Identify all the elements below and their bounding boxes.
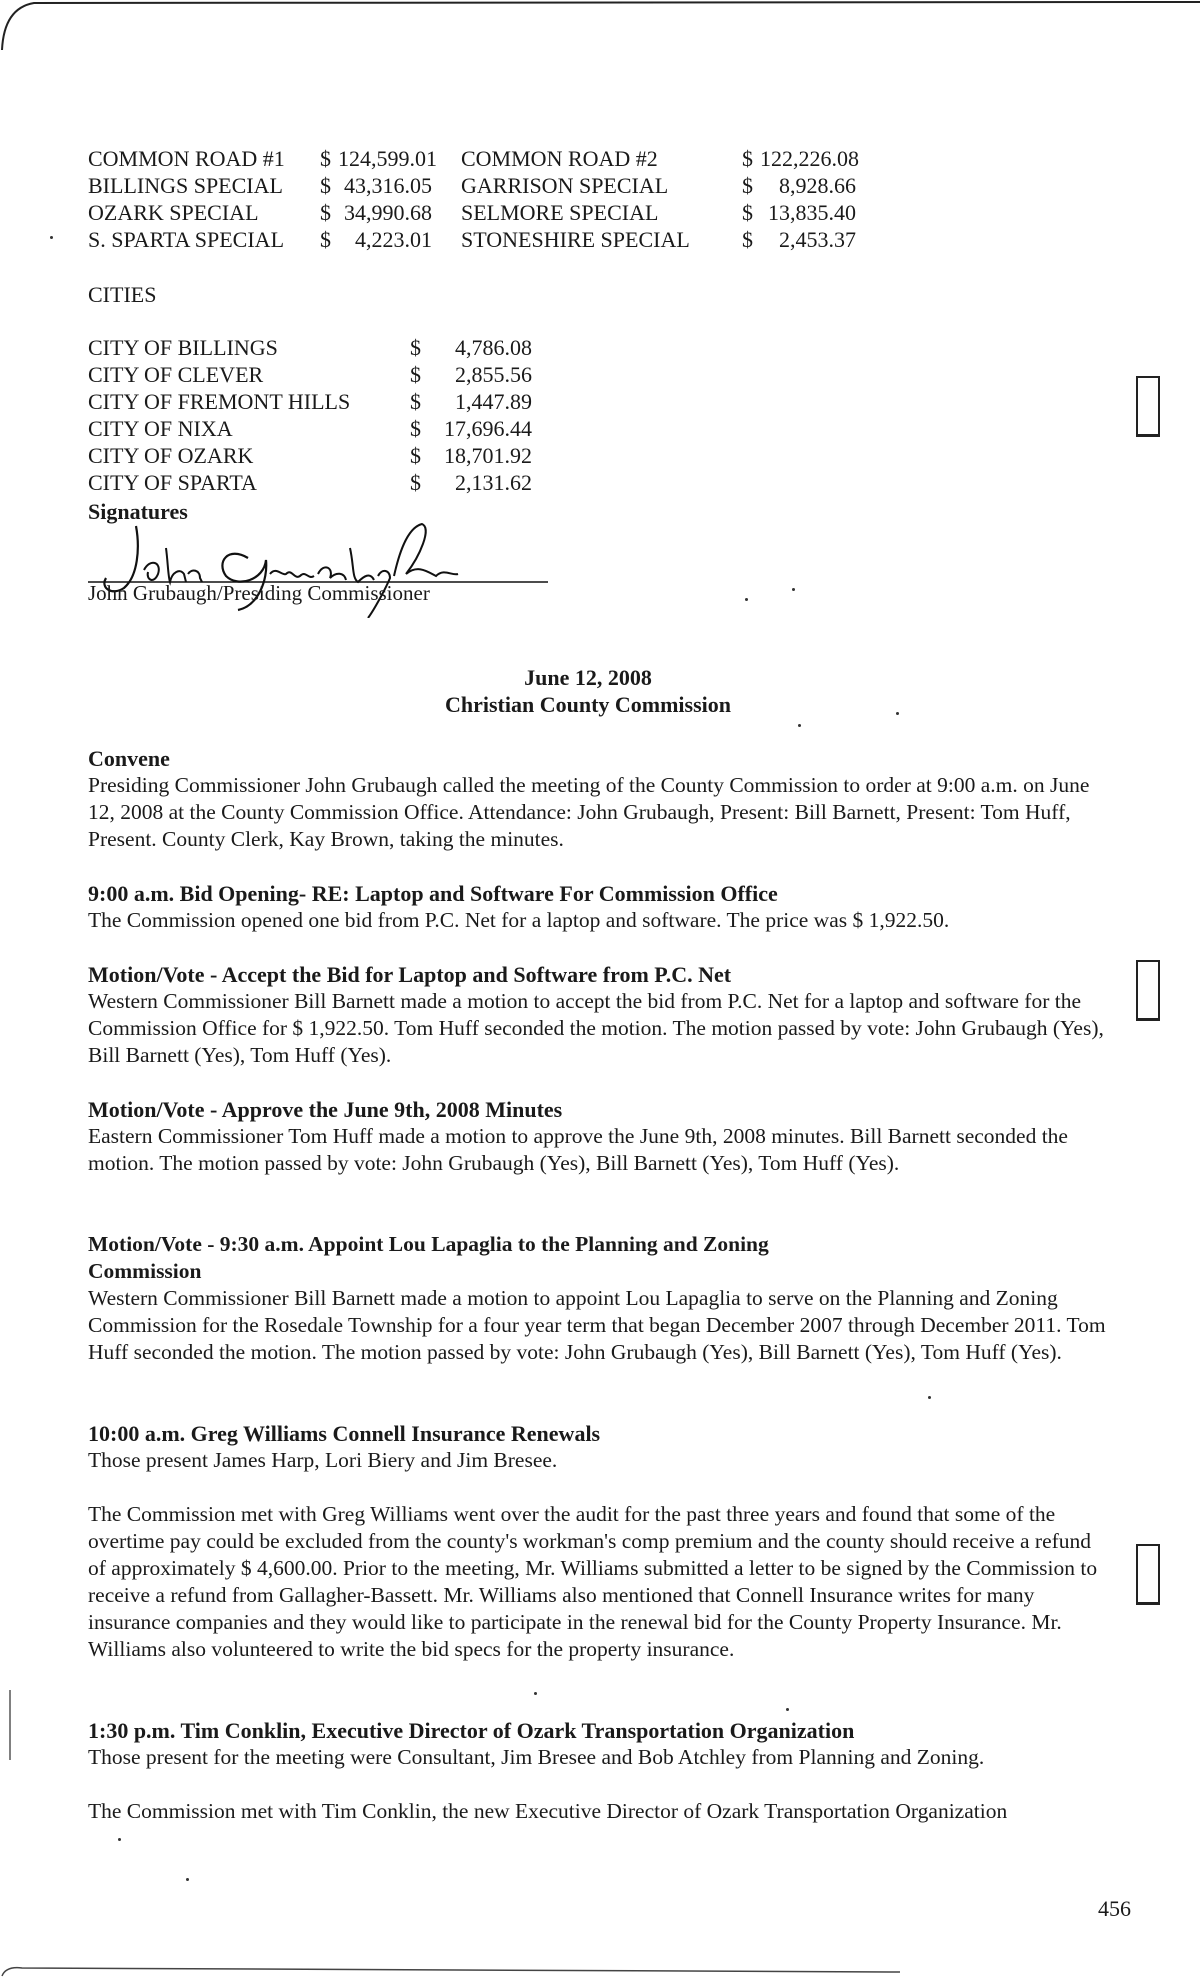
fund-row xyxy=(88,200,888,227)
city-amount: 2,855.56 xyxy=(455,362,532,387)
fund-name: OZARK SPECIAL xyxy=(88,200,259,225)
section-body: Eastern Commissioner Tom Huff made a motion to approve the June 9th, 2008 minutes. Bill Barnett seconded the motion. The motion passed by vote: John Grubaugh (Yes), Bill Barnett (Yes), Tom Huff (Yes). xyxy=(88,1124,1068,1175)
section-heading: 10:00 a.m. Greg Williams Connell Insurance Renewals xyxy=(88,1421,601,1446)
scan-speck xyxy=(745,598,748,601)
section-heading: Motion/Vote - Accept the Bid for Laptop and Software from P.C. Net xyxy=(88,962,732,987)
fund-amount: 8,928.66 xyxy=(779,173,856,198)
currency-symbol: $ xyxy=(742,146,753,171)
margin-tab-marker xyxy=(1136,960,1160,1021)
fund-row xyxy=(88,173,888,200)
attendees: Those present James Harp, Lori Biery and Jim Bresee. xyxy=(88,1448,558,1472)
currency-symbol: $ xyxy=(410,416,421,441)
currency-symbol: $ xyxy=(320,227,331,252)
fund-name: COMMON ROAD #1 xyxy=(88,146,285,171)
fund-amount: 124,599.01 xyxy=(338,146,437,171)
section-body: The Commission met with Greg Williams went over the audit for the past three years and found that some of the overtime pay could be excluded from the county's workman's comp premium and the county should receive a refund of approximately $ 4,600.00. Prior to the meeting, Mr. Williams submitted a letter to be signed by the Commission to receive a refund from Gallagher-Bassett. Mr. Williams also mentioned that Connell Insurance writes for many insurance companies and they would like to participate in the renewal bid for the County Property Insurance. Mr. Williams also volunteered to write the bid specs for the property insurance. xyxy=(88,1502,1098,1661)
city-amount: 4,786.08 xyxy=(455,335,532,360)
attendees: Those present for the meeting were Consultant, Jim Bresee and Bob Atchley from Planning and Zoning. xyxy=(88,1745,985,1769)
fund-name: SELMORE SPECIAL xyxy=(461,200,659,225)
currency-symbol: $ xyxy=(410,335,421,360)
fund-amount: 4,223.01 xyxy=(355,227,432,252)
scan-speck xyxy=(792,588,795,591)
city-name: CITY OF BILLINGS xyxy=(88,335,278,360)
currency-symbol: $ xyxy=(742,173,753,198)
scan-speck xyxy=(50,236,53,239)
fund-name: S. SPARTA SPECIAL xyxy=(88,227,285,252)
section-heading: 9:00 a.m. Bid Opening- RE: Laptop and Software For Commission Office xyxy=(88,881,778,906)
signatures-heading: Signatures xyxy=(88,499,188,524)
fund-name: COMMON ROAD #2 xyxy=(461,146,658,171)
section-heading: Convene xyxy=(88,746,170,771)
currency-symbol: $ xyxy=(410,470,421,495)
city-row xyxy=(88,416,558,443)
scan-speck xyxy=(534,1692,537,1695)
currency-symbol: $ xyxy=(742,200,753,225)
section-body: Presiding Commissioner John Grubaugh called the meeting of the County Commission to order at 9:00 a.m. on June 12, 2008 at the County Commission Office. Attendance: John Grubaugh, Present: Bill Barnett, Present: Tom Huff, Present. County Clerk, Kay Brown, taking the minutes. xyxy=(88,773,1090,851)
city-name: CITY OF SPARTA xyxy=(88,470,257,495)
city-row xyxy=(88,470,558,497)
city-row xyxy=(88,443,558,470)
city-row xyxy=(88,362,558,389)
city-name: CITY OF FREMONT HILLS xyxy=(88,389,351,414)
city-name: CITY OF NIXA xyxy=(88,416,233,441)
fund-name: STONESHIRE SPECIAL xyxy=(461,227,690,252)
city-amount: 2,131.62 xyxy=(455,470,532,495)
fund-name: BILLINGS SPECIAL xyxy=(88,173,283,198)
fund-row xyxy=(88,227,888,254)
section-body: The Commission met with Tim Conklin, the new Executive Director of Ozark Transportation Organization xyxy=(88,1799,1008,1823)
scan-speck xyxy=(118,1838,121,1841)
fund-row xyxy=(88,146,888,173)
scan-speck xyxy=(786,1708,789,1711)
city-amount: 18,701.92 xyxy=(444,443,532,468)
currency-symbol: $ xyxy=(410,443,421,468)
currency-symbol: $ xyxy=(410,362,421,387)
section-body: The Commission opened one bid from P.C. Net for a laptop and software. The price was $ 1,922.50. xyxy=(88,908,950,932)
city-name: CITY OF OZARK xyxy=(88,443,254,468)
currency-symbol: $ xyxy=(320,200,331,225)
currency-symbol: $ xyxy=(742,227,753,252)
page-number: 456 xyxy=(1098,1896,1131,1921)
city-row xyxy=(88,335,558,362)
currency-symbol: $ xyxy=(410,389,421,414)
fund-amount: 13,835.40 xyxy=(768,200,856,225)
signer-name: John Grubaugh/Presiding Commissioner xyxy=(88,581,430,605)
fund-amount: 43,316.05 xyxy=(344,173,432,198)
city-name: CITY OF CLEVER xyxy=(88,362,264,387)
currency-symbol: $ xyxy=(320,173,331,198)
meeting-date: June 12, 2008 xyxy=(524,665,652,690)
scan-speck xyxy=(798,724,801,727)
section-heading: Motion/Vote - 9:30 a.m. Appoint Lou Lapaglia to the Planning and Zoning Commission xyxy=(88,1232,769,1283)
fund-amount: 2,453.37 xyxy=(779,227,856,252)
cities-heading: CITIES xyxy=(88,282,157,307)
city-amount: 17,696.44 xyxy=(444,416,532,441)
scan-speck xyxy=(896,712,899,715)
section-heading: Motion/Vote - Approve the June 9th, 2008 Minutes xyxy=(88,1097,563,1122)
fund-amount: 34,990.68 xyxy=(344,200,432,225)
section-heading: 1:30 p.m. Tim Conklin, Executive Director of Ozark Transportation Organization xyxy=(88,1718,855,1743)
city-amount: 1,447.89 xyxy=(455,389,532,414)
margin-tab-marker xyxy=(1136,1544,1160,1605)
section-body: Western Commissioner Bill Barnett made a motion to appoint Lou Lapaglia to serve on the Planning and Zoning Commission for the Rosedale Township for a four year term that began December 2007 through December 2011. Tom Huff seconded the motion. The motion passed by vote: John Grubaugh (Yes), Bill Barnett (Yes), Tom Huff (Yes). xyxy=(88,1286,1106,1364)
meeting-body-title: Christian County Commission xyxy=(444,692,732,717)
scan-speck xyxy=(928,1396,931,1399)
fund-amount: 122,226.08 xyxy=(760,146,859,171)
currency-symbol: $ xyxy=(320,146,331,171)
scan-speck xyxy=(186,1878,189,1881)
fund-name: GARRISON SPECIAL xyxy=(461,173,669,198)
section-body: Western Commissioner Bill Barnett made a motion to accept the bid from P.C. Net for a laptop and software for the Commission Office for $ 1,922.50. Tom Huff seconded the motion. The motion passed by vote: John Grubaugh (Yes), Bill Barnett (Yes), Tom Huff (Yes). xyxy=(88,989,1104,1067)
city-row xyxy=(88,389,558,416)
margin-tab-marker xyxy=(1136,376,1160,437)
